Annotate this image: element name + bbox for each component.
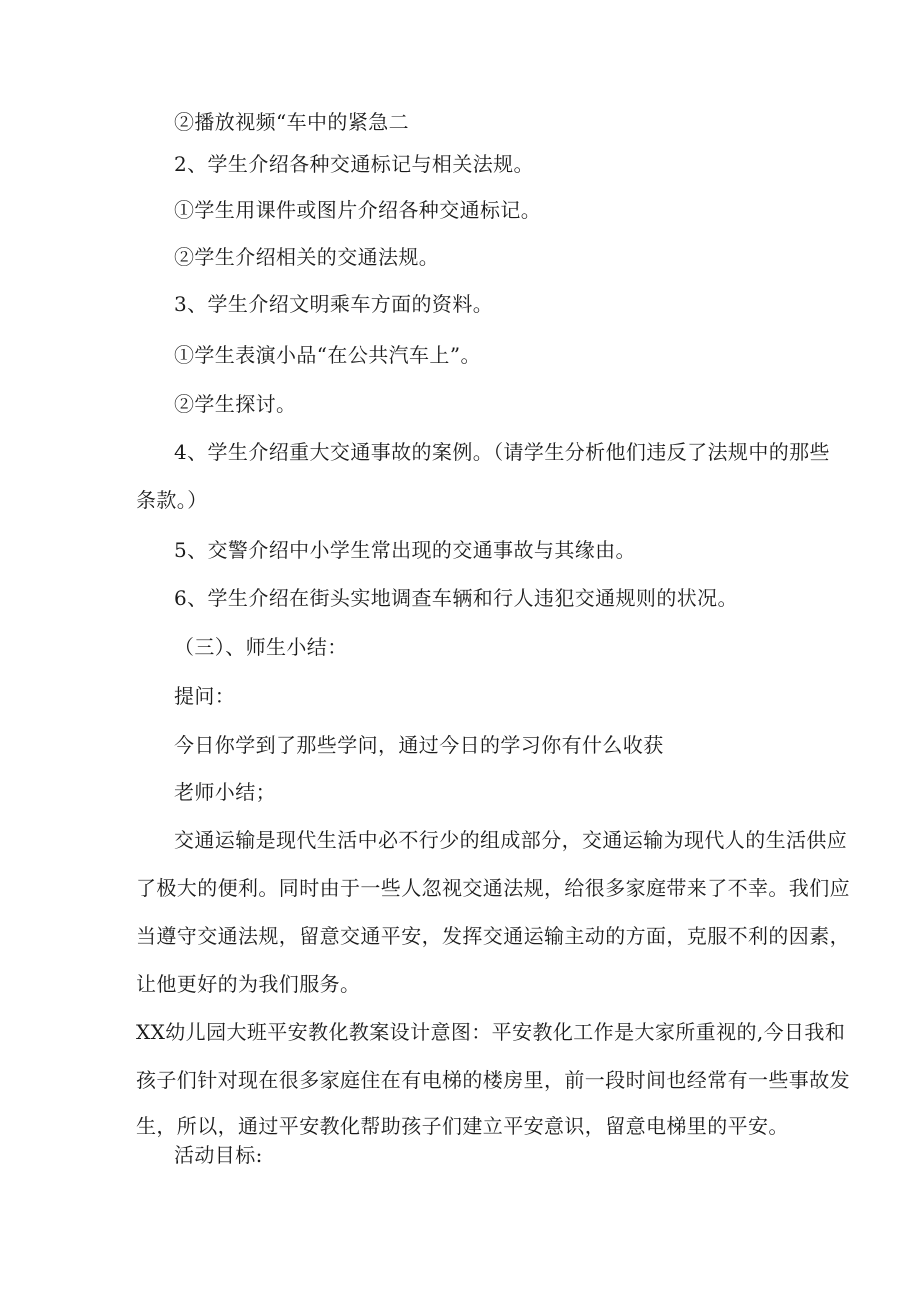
text-line: XX幼儿园大班平安教化教案设计意图：平安教化工作是大家所重视的,今日我和 — [136, 1020, 846, 1044]
text-line: 今日你学到了那些学问，通过今日的学习你有什么收获 — [174, 733, 664, 757]
text-line: ①学生用课件或图片介绍各种交通标记。 — [174, 198, 542, 222]
text-line: 当遵守交通法规，留意交通平安，发挥交通运输主动的方面，克服不利的因素， — [136, 924, 850, 948]
text-line: ①学生表演小品“在公共汽车上”。 — [174, 343, 481, 367]
text-line: ②播放视频“车中的紧急二 — [174, 110, 410, 134]
text-line: 了极大的便利。同时由于一些人忽视交通法规，给很多家庭带来了不幸。我们应 — [136, 876, 850, 900]
text-line: 生，所以，通过平安教化帮助孩子们建立平安意识，留意电梯里的平安。 — [136, 1114, 789, 1138]
text-line: 2、学生介绍各种交通标记与相关法规。 — [174, 152, 534, 176]
text-line: ②学生探讨。 — [174, 392, 297, 416]
text-line: 提问： — [174, 684, 236, 708]
text-line: 孩子们针对现在很多家庭住在有电梯的楼房里，前一段时间也经常有一些事故发 — [136, 1068, 850, 1092]
text-line: 让他更好的为我们服务。 — [136, 972, 361, 996]
text-line: 5、交警介绍中小学生常出现的交通事故与其缘由。 — [174, 538, 636, 562]
text-line: 6、学生介绍在街头实地调查车辆和行人违犯交通规则的状况。 — [174, 586, 738, 610]
section-heading: （三）、师生小结： — [174, 635, 348, 659]
text-line: 4、学生介绍重大交通事故的案例。（请学生分析他们违反了法规中的那些 — [174, 440, 830, 464]
text-line: 老师小结； — [174, 780, 276, 804]
text-line: 交通运输是现代生活中必不行少的组成部分，交通运输为现代人的生活供应 — [174, 828, 848, 852]
text-line: 条款。） — [136, 488, 208, 512]
text-line: ②学生介绍相关的交通法规。 — [174, 245, 440, 269]
text-line: 3、学生介绍文明乘车方面的资料。 — [174, 292, 494, 316]
section-heading: 活动目标: — [174, 1143, 263, 1167]
